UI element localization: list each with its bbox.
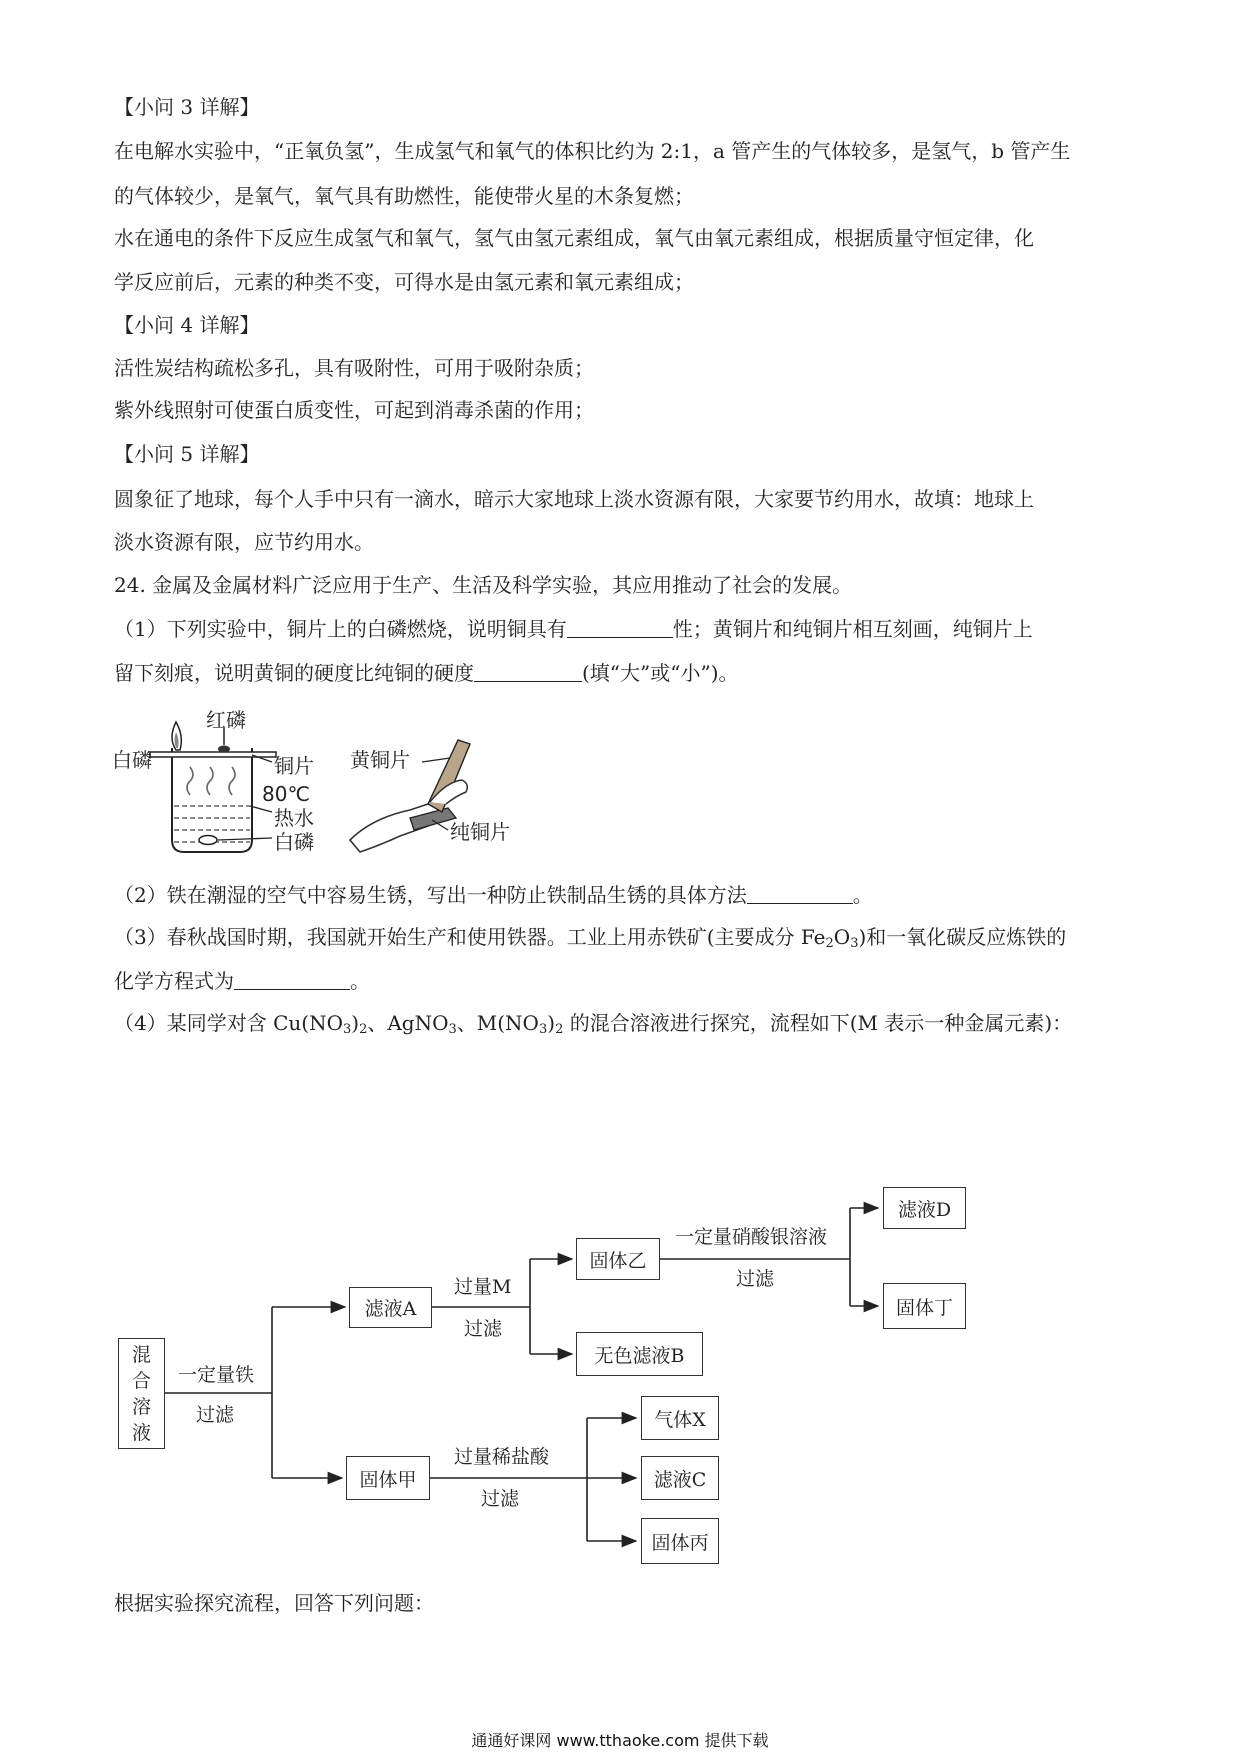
answer-blank-2[interactable] [474, 663, 582, 682]
q24-part4-text: 的混合溶液进行探究，流程如下(M 表示一种金属元素)： [563, 1011, 1073, 1035]
step3-reagent: 一定量硝酸银溶液 [675, 1226, 828, 1248]
q5-paragraph-1b: 淡水资源有限，应节约用水。 [114, 530, 374, 554]
label-white-phosphorus-top: 白磷 [112, 748, 152, 772]
q3-paragraph-1a: 在电解水实验中，“正氧负氢”，生成氢气和氧气的体积比约为 2:1，a 管产生的气体较多，是氢气，b 管产生 [114, 139, 1071, 163]
q24-part4-text: ) [351, 1011, 360, 1035]
box-solid-yi: 固体乙 [576, 1238, 660, 1280]
box-char: 合 [131, 1369, 151, 1392]
subscript: 3 [342, 1022, 352, 1037]
closing-prompt: 根据实验探究流程，回答下列问题： [114, 1591, 434, 1615]
box-solid-jia: 固体甲 [346, 1456, 430, 1500]
question-24: 24. 金属及金属材料广泛应用于生产、生活及科学实验，其应用推动了社会的发展。 [114, 573, 853, 597]
label-copper-plate: 铜片 [274, 754, 314, 778]
box-filtrate-d: 滤液D [883, 1187, 966, 1229]
q24-part4-text: ) [547, 1011, 556, 1035]
q24-part3-b-post: 。 [350, 969, 370, 993]
q4-heading: 【小问 4 详解】 [114, 313, 260, 337]
answer-blank-4[interactable] [234, 971, 350, 990]
q3-paragraph-2b: 学反应前后，元素的种类不变，可得水是由氢元素和氧元素组成； [114, 270, 694, 294]
q24-part1-b-pre: 留下刻痕，说明黄铜的硬度比纯铜的硬度 [114, 661, 474, 685]
q24-part4 [114, 1010, 1072, 1043]
q5-heading: 【小问 5 详解】 [114, 442, 260, 466]
step1-operation: 过滤 [196, 1404, 235, 1426]
box-solid-ding: 固体丁 [883, 1283, 966, 1329]
subscript: 3 [448, 1022, 457, 1037]
step4-operation: 过滤 [481, 1488, 520, 1510]
q4-paragraph-2: 紫外线照射可使蛋白质变性，可起到消毒杀菌的作用； [114, 398, 594, 422]
q24-part3-line-b [114, 968, 370, 994]
label-pure-copper-plate: 纯铜片 [450, 820, 510, 844]
label-white-phosphorus-bottom: 白磷 [274, 830, 314, 854]
step2-reagent: 过量M [454, 1276, 512, 1298]
box-mixed-solution [118, 1338, 165, 1449]
subscript: 3 [538, 1022, 548, 1037]
box-filtrate-c: 滤液C [641, 1456, 719, 1500]
q24-part1-b-post: (填“大”或“小”)。 [582, 661, 739, 685]
answer-blank-1[interactable] [567, 619, 673, 638]
q24-part3-line-a [114, 924, 1066, 957]
q24-part1-line-a [114, 616, 1033, 642]
step2-operation: 过滤 [464, 1318, 503, 1340]
step4-reagent: 过量稀盐酸 [454, 1446, 550, 1468]
q24-part2 [114, 882, 873, 908]
box-filtrate-a: 滤液A [349, 1287, 432, 1328]
q24-part3-a-mid: O [833, 925, 851, 949]
subscript: 2 [825, 936, 834, 951]
q24-part3-a-pre: （3）春秋战国时期，我国就开始生产和使用铁器。工业上用赤铁矿(主要成分 Fe [114, 925, 826, 949]
step1-reagent: 一定量铁 [178, 1364, 255, 1386]
box-solid-bing: 固体丙 [641, 1518, 719, 1564]
page-footer: 通通好课网 www.tthaoke.com 提供下载 [471, 1731, 769, 1750]
q5-paragraph-1a: 圆象征了地球，每个人手中只有一滴水，暗示大家地球上淡水资源有限，大家要节约用水，故填：地球上 [114, 487, 1034, 511]
box-gas-x: 气体X [641, 1396, 719, 1440]
q3-paragraph-1b: 的气体较少，是氧气，氧气具有助燃性，能使带火星的木条复燃； [114, 184, 694, 208]
label-red-phosphorus: 红磷 [206, 708, 246, 732]
q3-paragraph-2a: 水在通电的条件下反应生成氢气和氧气，氢气由氢元素组成，氧气由氧元素组成，根据质量守恒定律，化 [114, 226, 1034, 250]
q24-part3-b-pre: 化学方程式为 [114, 969, 234, 993]
subscript: 2 [555, 1022, 564, 1037]
subscript: 2 [359, 1022, 368, 1037]
step3-operation: 过滤 [736, 1268, 775, 1290]
q24-part3-a-post: )和一氧化碳反应炼铁的 [858, 925, 1067, 949]
answer-blank-3[interactable] [747, 885, 853, 904]
box-char: 液 [131, 1421, 151, 1444]
q3-heading: 【小问 3 详解】 [114, 95, 260, 119]
q24-part4-text: （4）某同学对含 Cu(NO [114, 1011, 343, 1035]
q24-part4-text: 、AgNO [367, 1011, 449, 1035]
subscript: 3 [850, 936, 859, 951]
q4-paragraph-1: 活性炭结构疏松多孔，具有吸附性，可用于吸附杂质； [114, 356, 594, 380]
experiment-figure [110, 700, 530, 870]
q24-part1-a-post: 性；黄铜片和纯铜片相互刻画，纯铜片上 [672, 617, 1033, 641]
box-colorless-filtrate-b: 无色滤液B [576, 1332, 703, 1376]
q24-part2-pre: （2）铁在潮湿的空气中容易生锈，写出一种防止铁制品生锈的具体方法 [114, 883, 747, 907]
label-temperature: 80℃ [262, 782, 310, 806]
label-brass-plate: 黄铜片 [350, 748, 410, 772]
box-char: 混 [131, 1343, 151, 1366]
label-hot-water: 热水 [274, 806, 314, 830]
box-char: 溶 [131, 1395, 151, 1418]
q24-part2-post: 。 [852, 883, 873, 907]
q24-part1-line-b [114, 660, 739, 686]
q24-part4-text: 、M(NO [456, 1011, 539, 1035]
q24-part1-a-pre: （1）下列实验中，铜片上的白磷燃烧，说明铜具有 [114, 617, 567, 641]
